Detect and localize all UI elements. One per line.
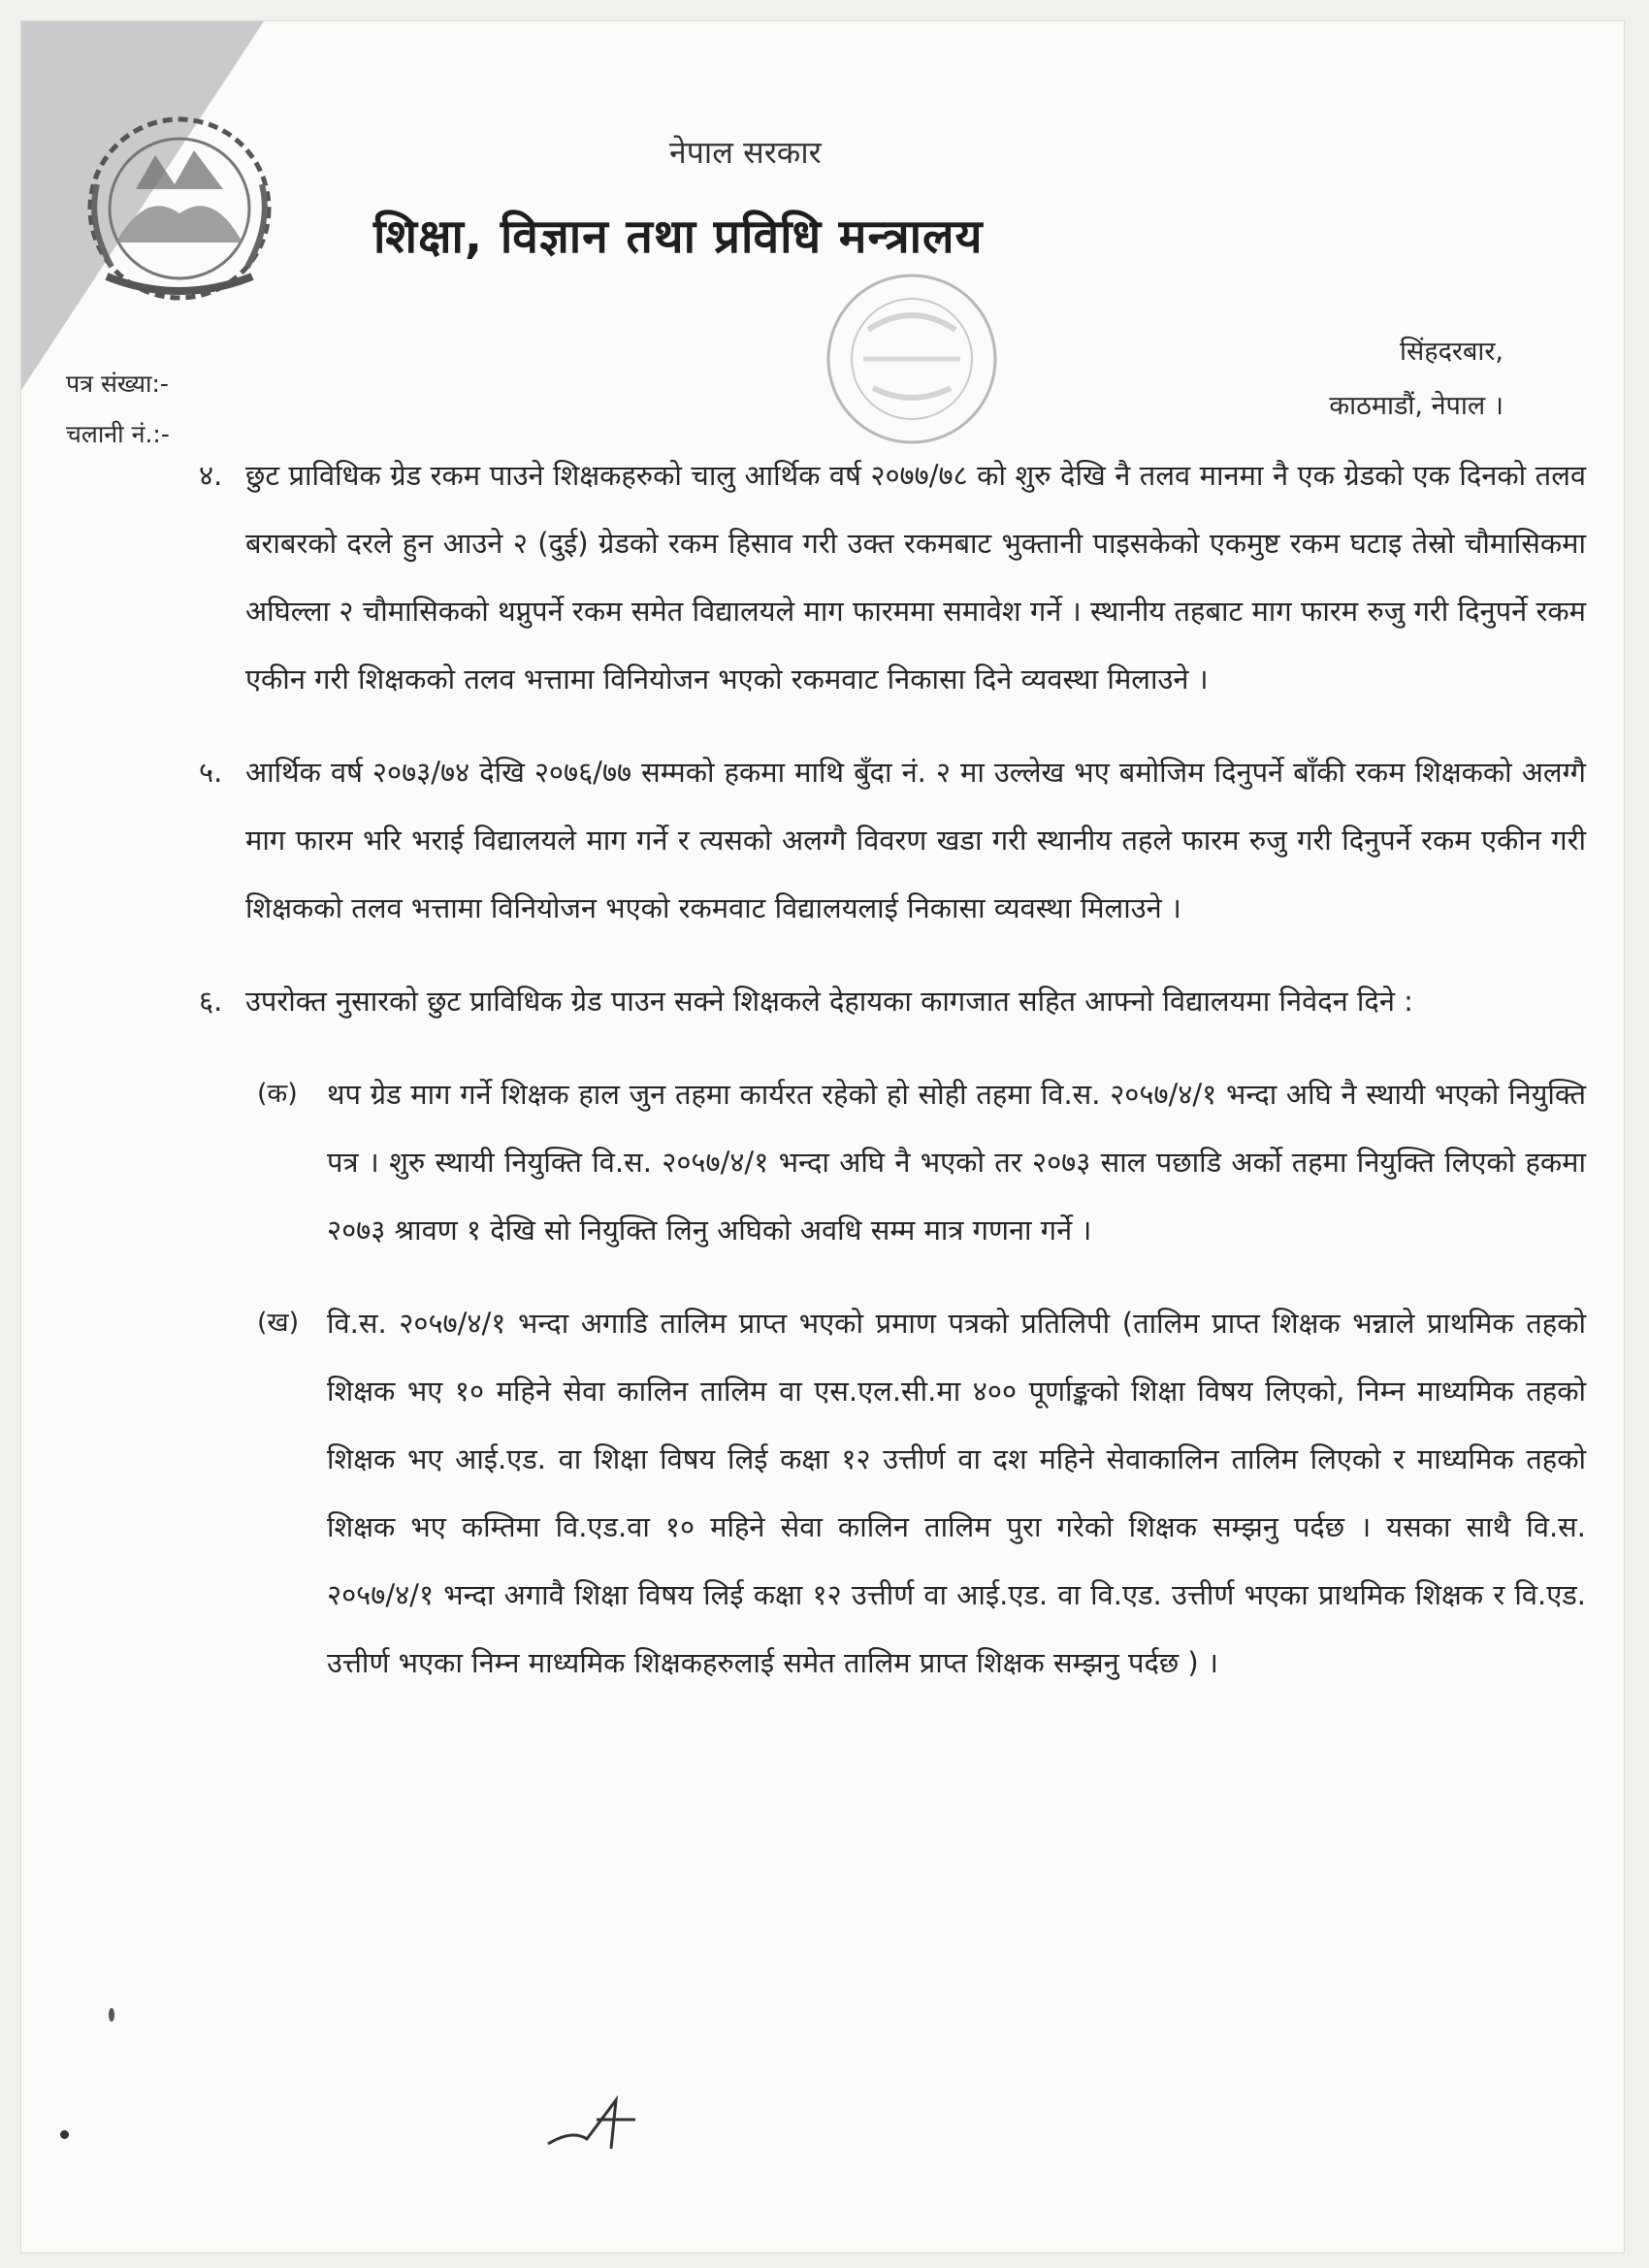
subitem-text: थप ग्रेड माग गर्ने शिक्षक हाल जुन तहमा कार्यरत रहेको हो सोही तहमा वि.स. २०५७/४/१ भन्दा अघि नै स्थायी भएको नियुक्ति पत्र । शुरु स्थायी नियुक्ति वि.स. २०५७/४/१ भन्दा अघि नै भएको तर २०७३ साल पछाडि अर्को तहमा नियुक्ति लिएको हकमा २०७३ श्रावण १ देखि सो नियुक्ति लिनु अघिको अवधि सम्म मात्र गणना गर्ने । (327, 1078, 1586, 1247)
subitem-label: (ख) (257, 1308, 300, 1338)
paragraph-4 (199, 441, 1586, 713)
signature-mark (543, 2090, 650, 2158)
subitem-ka (257, 1060, 1586, 1264)
nepal-emblem-icon (68, 97, 291, 320)
paragraph-text: उपरोक्त नुसारको छुट प्राविधिक ग्रेड पाउन सक्ने शिक्षकले देहायका कागजात सहित आफ्नो विद्यालयमा निवेदन दिने : (245, 985, 1413, 1018)
paragraph-text: आर्थिक वर्ष २०७३/७४ देखि २०७६/७७ सम्मको हकमा माथि बुँदा नं. २ मा उल्लेख भए बमोजिम दिनुपर्ने बाँकी रकम शिक्षकको अलग्गै माग फारम भरि भराई विद्यालयले माग गर्ने र त्यसको अलग्गै विवरण खडा गरी स्थानीय तहले फारम रुजु गरी दिनुपर्ने रकम एकीन गरी शिक्षकको तलव भत्तामा विनियोजन भएको रकमवाट विद्यालयलाई निकासा व्यवस्था मिलाउने । (245, 756, 1586, 924)
subitem-text: वि.स. २०५७/४/१ भन्दा अगाडि तालिम प्राप्त भएको प्रमाण पत्रको प्रतिलिपी (तालिम प्राप्त शिक्षक भन्नाले प्राथमिक तहको शिक्षक भए १० महिने सेवा कालिन तालिम वा एस.एल.सी.मा ४०० पूर्णाङ्कको शिक्षा विषय लिएको, निम्न माध्यमिक तहको शिक्षक भए आई.एड. वा शिक्षा विषय लिई कक्षा १२ उत्तीर्ण वा दश महिने सेवाकालिन तालिम लिएको र माध्यमिक तहको शिक्षक भए कम्तिमा वि.एड.वा १० महिने सेवा कालिन तालिम पुरा गरेको शिक्षक सम्झनु पर्दछ । यसका साथै वि.स. २०५७/४/१ भन्दा अगावै शिक्षा विषय लिई कक्षा १२ उत्तीर्ण वा आई.एड. वा वि.एड. उत्तीर्ण भएका प्राथमिक शिक्षक र वि.एड. उत्तीर्ण भएका निम्न माध्यमिक शिक्षकहरुलाई समेत तालिम प्राप्त शिक्षक सम्झनु पर्दछ ) । (327, 1307, 1586, 1679)
paragraph-5 (199, 738, 1586, 942)
scan-speck (60, 2130, 69, 2139)
letter-number: पत्र संख्या:- (66, 370, 169, 398)
ministry-title: शिक्षा, विज्ञान तथा प्रविधि मन्त्रालय (373, 210, 984, 264)
office-stamp-icon (815, 262, 1009, 456)
scan-speck (109, 2008, 114, 2022)
address-line-2: काठमाडौं, नेपाल । (1329, 391, 1504, 421)
address-line-1: सिंहदरबार, (1400, 337, 1504, 367)
subitem-label: (क) (257, 1079, 298, 1109)
paragraph-number: ४. (199, 459, 223, 492)
reference-block (66, 359, 170, 460)
paragraph-number: ५. (199, 756, 223, 789)
address-block (1329, 325, 1504, 434)
paragraph-text: छुट प्राविधिक ग्रेड रकम पाउने शिक्षकहरुको चालु आर्थिक वर्ष २०७७/७८ को शुरु देखि नै तलव मानमा नै एक ग्रेडको एक दिनको तलव बराबरको दरले हुन आउने २ (दुई) ग्रेडको रकम हिसाव गरी उक्त रकमबाट भुक्तानी पाइसकेको एकमुष्ट रकम घटाइ तेस्रो चौमासिकमा अघिल्ला २ चौमासिकको थप्नुपर्ने रकम समेत विद्यालयले माग फारममा समावेश गर्ने । स्थानीय तहबाट माग फारम रुजु गरी दिनुपर्ने रकम एकीन गरी शिक्षकको तलव भत्तामा विनियोजन भएको रकमवाट निकासा दिने व्यवस्था मिलाउने । (245, 459, 1586, 696)
letter-body (199, 441, 1586, 1722)
subitem-kha (257, 1289, 1586, 1697)
paragraph-6 (199, 967, 1586, 1035)
government-title: नेपाल सरकार (669, 134, 822, 171)
dispatch-number: चलानी नं.:- (66, 420, 170, 448)
paragraph-number: ६. (199, 985, 223, 1018)
